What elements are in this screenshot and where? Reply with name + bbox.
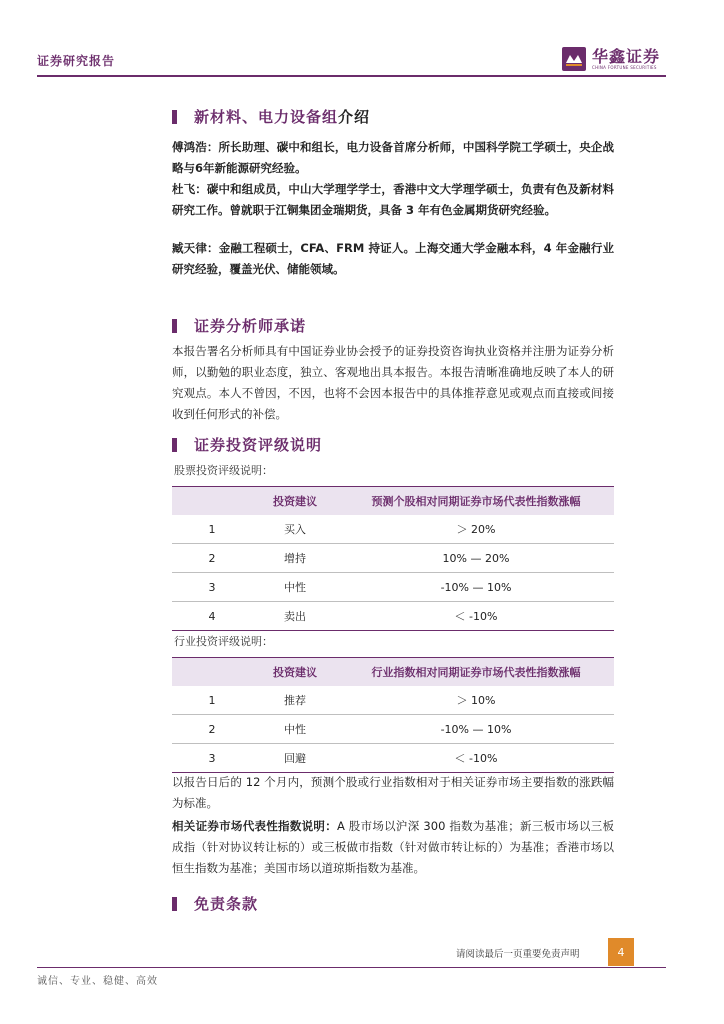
table-cell: 买入 <box>252 515 338 544</box>
table-header-cell <box>172 487 252 516</box>
disclaimer-heading <box>172 893 258 914</box>
table-cell: -10% — 10% <box>338 573 614 602</box>
table-row <box>172 515 614 544</box>
index-description-text: A 股市场以沪深 300 指数为基准；新三板市场以三板成指（针对协议转让标的）或三板做市指数（针对做市转让标的）为基准；香港市场以恒生指数为基准；美国市场以道琼斯指数为基准。 <box>172 819 615 875</box>
footer-motto: 诚信、专业、稳健、高效 <box>37 976 158 987</box>
table-cell: 2 <box>172 544 252 573</box>
commitment-text: 本报告署名分析师具有中国证券业协会授予的证券投资咨询执业资格并注册为证券分析师，以勤勉的职业态度，独立、客观地出具本报告。本报告清晰准确地反映了本人的研究观点。本人不曾因，不因，也将不会因本报告中的具体推荐意见或观点而直接或间接收到任何形式的补偿。 <box>172 344 614 421</box>
table-header-row <box>172 658 614 687</box>
bio-paragraph <box>172 238 614 280</box>
table-header-cell: 预测个股相对同期证券市场代表性指数涨幅 <box>338 487 614 516</box>
rating-title: 证券投资评级说明 <box>194 436 323 454</box>
team-section-title: 新材料、电力设备组 <box>194 108 339 126</box>
report-type-label: 证券研究报告 <box>37 54 116 68</box>
table-cell: -10% — 10% <box>338 715 614 744</box>
table-cell: ＞ 10% <box>338 686 614 715</box>
bio-text: 金融工程硕士，CFA、FRM 持证人。上海交通大学金融本科，4 年金融行业研究经验，覆盖光伏、储能领域。 <box>172 241 614 276</box>
stock-rating-table <box>172 486 614 631</box>
table-row <box>172 744 614 773</box>
logo-mark-icon <box>562 47 586 71</box>
bio-name: 杜飞： <box>172 182 207 196</box>
table-row <box>172 602 614 631</box>
company-logo <box>562 46 660 72</box>
section-bar-icon <box>172 110 177 124</box>
bio-paragraph <box>172 179 614 221</box>
stock-rating-caption: 股票投资评级说明： <box>174 464 273 477</box>
section-bar-icon <box>172 438 177 452</box>
table-row <box>172 544 614 573</box>
table-cell: 1 <box>172 515 252 544</box>
table-cell: 推荐 <box>252 686 338 715</box>
table-row <box>172 715 614 744</box>
table-cell: 增持 <box>252 544 338 573</box>
bio-name: 臧天律： <box>172 241 219 255</box>
table-header-cell <box>172 658 252 687</box>
table-cell: 2 <box>172 715 252 744</box>
rating-period-note: 以报告日后的 12 个月内，预测个股或行业指数相对于相关证券市场主要指数的涨跌幅为标准。 <box>172 775 614 810</box>
team-section-heading <box>172 106 370 127</box>
team-section-title-tail: 介绍 <box>338 108 371 126</box>
bio-text: 碳中和组成员，中山大学理学学士，香港中文大学理学硕士，负责有色及新材料研究工作。曾就职于江铜集团金瑞期货，具备 3 年有色金属期货研究经验。 <box>172 182 614 217</box>
table-header-cell: 行业指数相对同期证券市场代表性指数涨幅 <box>338 658 614 687</box>
table-header-cell: 投资建议 <box>252 658 338 687</box>
logo-chinese-name: 华鑫证券 <box>592 46 661 66</box>
disclaimer-title: 免责条款 <box>194 895 259 913</box>
table-cell: 中性 <box>252 715 338 744</box>
table-cell: ＞ 20% <box>338 515 614 544</box>
bio-paragraph <box>172 137 614 179</box>
commitment-heading <box>172 315 306 336</box>
footer-divider <box>37 967 666 968</box>
table-cell: 卖出 <box>252 602 338 631</box>
industry-rating-caption: 行业投资评级说明： <box>174 635 273 648</box>
table-cell: 回避 <box>252 744 338 773</box>
footer-disclaimer-note: 请阅读最后一页重要免责声明 <box>456 949 580 960</box>
table-cell: 3 <box>172 573 252 602</box>
table-header-cell: 投资建议 <box>252 487 338 516</box>
logo-english-name: CHINA FORTUNE SECURITIES <box>592 64 657 70</box>
table-cell: 10% — 20% <box>338 544 614 573</box>
table-header-row <box>172 487 614 516</box>
table-row <box>172 686 614 715</box>
commitment-title: 证券分析师承诺 <box>194 317 307 335</box>
industry-rating-table <box>172 657 614 773</box>
table-cell: 中性 <box>252 573 338 602</box>
rating-heading <box>172 434 322 455</box>
index-description-label: 相关证券市场代表性指数说明： <box>172 819 337 833</box>
index-description <box>172 816 614 879</box>
bio-text: 所长助理、碳中和组长，电力设备首席分析师，中国科学院工学硕士，央企战略与6年新能源研究经验。 <box>172 140 615 175</box>
table-cell: 1 <box>172 686 252 715</box>
header-divider <box>37 75 666 77</box>
table-cell: 4 <box>172 602 252 631</box>
section-bar-icon <box>172 319 177 333</box>
page-number: 4 <box>608 938 634 966</box>
bio-name: 傅鸿浩： <box>172 140 219 154</box>
table-row <box>172 573 614 602</box>
table-cell: 3 <box>172 744 252 773</box>
table-cell: ＜ -10% <box>338 744 614 773</box>
section-bar-icon <box>172 897 177 911</box>
table-cell: ＜ -10% <box>338 602 614 631</box>
